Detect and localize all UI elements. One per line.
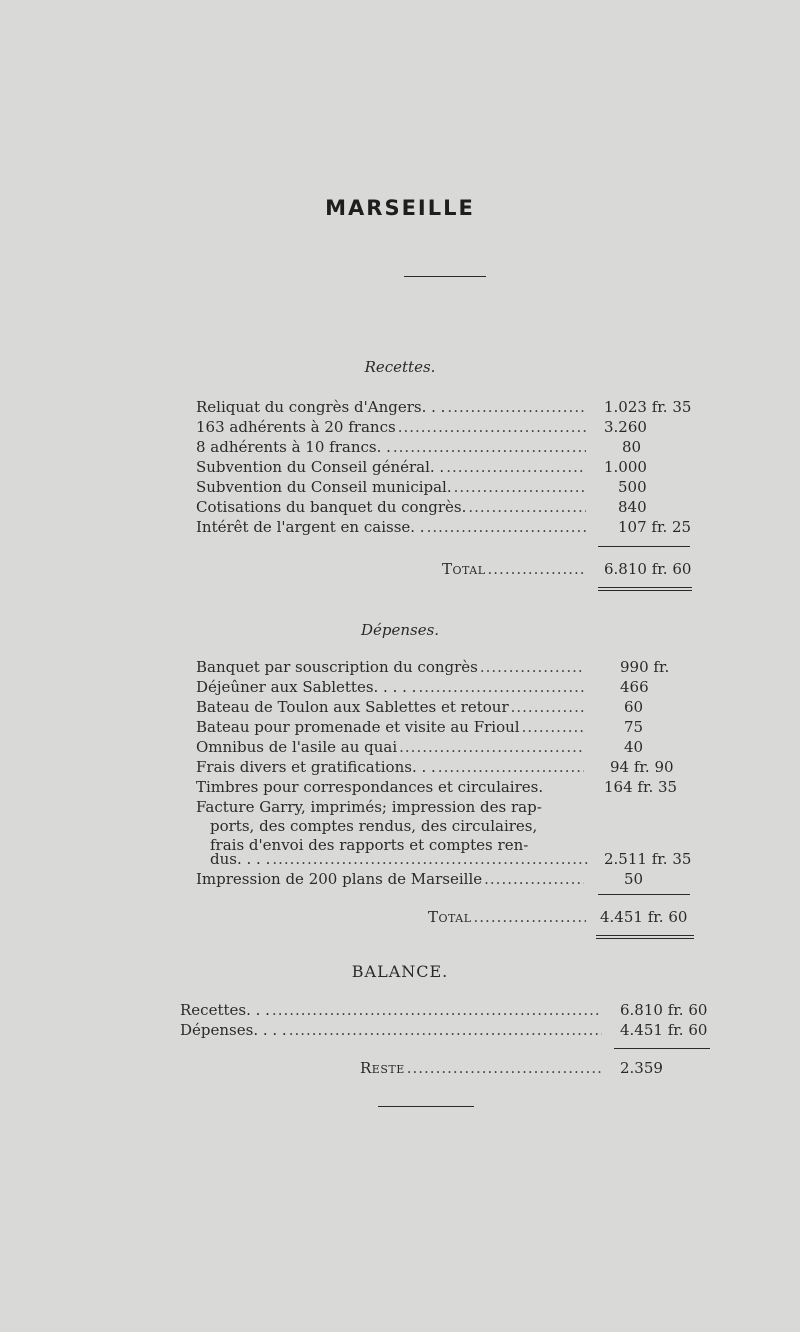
reste-amount: 2.359 [620, 1059, 663, 1077]
reste-row: Reste ..... [360, 1058, 606, 1078]
recettes-total-amount: 6.810 fr. 60 [604, 560, 692, 578]
depenses-total-row: Total ..... [428, 907, 588, 927]
double-rule [598, 590, 692, 591]
recette-row: 163 adhérents à 20 francs ..... [196, 417, 588, 437]
recettes-heading: Recettes. [364, 358, 436, 376]
recette-amount: 3.260 [604, 418, 647, 436]
recette-amount: 107 fr. 25 [618, 518, 692, 536]
double-rule [596, 935, 694, 936]
depense-row: Omnibus de l'asile au quai ..... [196, 737, 586, 757]
depense-row: Impression de 200 plans de Marseille ..... [196, 869, 586, 889]
page-title: MARSEILLE [325, 196, 475, 220]
recette-row: Reliquat du congrès d'Angers. . . ..... [196, 397, 588, 417]
double-rule [596, 938, 694, 939]
depense-row: Déjeûner aux Sablettes. . . . . ..... [196, 677, 586, 697]
balance-row: Recettes. . . ..... [180, 1000, 604, 1020]
depense-amount: 40 [624, 738, 644, 756]
balance-heading: BALANCE. [351, 962, 449, 981]
closing-rule [378, 1106, 474, 1107]
depense-amount: 75 [624, 718, 644, 736]
recette-row: Subvention du Conseil municipal. ..... [196, 477, 588, 497]
balance-amount: 4.451 fr. 60 [620, 1021, 708, 1039]
balance-amount: 6.810 fr. 60 [620, 1001, 708, 1019]
recettes-total-row: Total ..... [442, 559, 588, 579]
depense-row: Bateau pour promenade et visite au Frioul ..... [196, 717, 586, 737]
recette-row: Intérêt de l'argent en caisse. . ..... [196, 517, 588, 537]
depense-amount: 2.511 fr. 35 [604, 850, 692, 868]
total-rule [598, 894, 690, 895]
balance-rule [614, 1048, 710, 1049]
depense-row: dus. . . . ..... [210, 849, 592, 869]
recette-amount: 1.000 [604, 458, 647, 476]
depense-amount: 60 [624, 698, 644, 716]
depenses-total-amount: 4.451 fr. 60 [600, 908, 688, 926]
facture-garry-entry: Facture Garry, imprimés; impression des rap- ports, des comptes rendus, des circulaires, frais d'envoi des rapports et comptes ren- [196, 798, 542, 854]
recette-amount: 1.023 fr. 35 [604, 398, 692, 416]
recette-row: Cotisations du banquet du congrès. ..... [196, 497, 588, 517]
title-rule [404, 276, 486, 277]
depense-amount: 94 fr. 90 [610, 758, 674, 776]
depense-row: Frais divers et gratifications. . . ..... [196, 757, 586, 777]
recette-amount: 500 [618, 478, 647, 496]
recette-row: 8 adhérents à 10 francs. . ..... [196, 437, 588, 457]
depense-row: Banquet par souscription du congrès ..... [196, 657, 586, 677]
depense-amount: 466 [620, 678, 649, 696]
recette-row: Subvention du Conseil général. . ..... [196, 457, 588, 477]
recette-amount: 840 [618, 498, 647, 516]
total-rule [598, 546, 690, 547]
depense-row: Timbres pour correspondances et circulaires. [196, 778, 544, 796]
depense-amount: 164 fr. 35 [604, 778, 678, 796]
depense-amount: 50 [624, 870, 644, 888]
recette-amount: 80 [622, 438, 642, 456]
depenses-heading: Dépenses. [360, 621, 440, 639]
balance-row: Dépenses. . . . ..... [180, 1020, 604, 1040]
depense-amount: 990 fr. [620, 658, 670, 676]
depense-row: Bateau de Toulon aux Sablettes et retour ..... [196, 697, 586, 717]
double-rule [598, 587, 692, 588]
